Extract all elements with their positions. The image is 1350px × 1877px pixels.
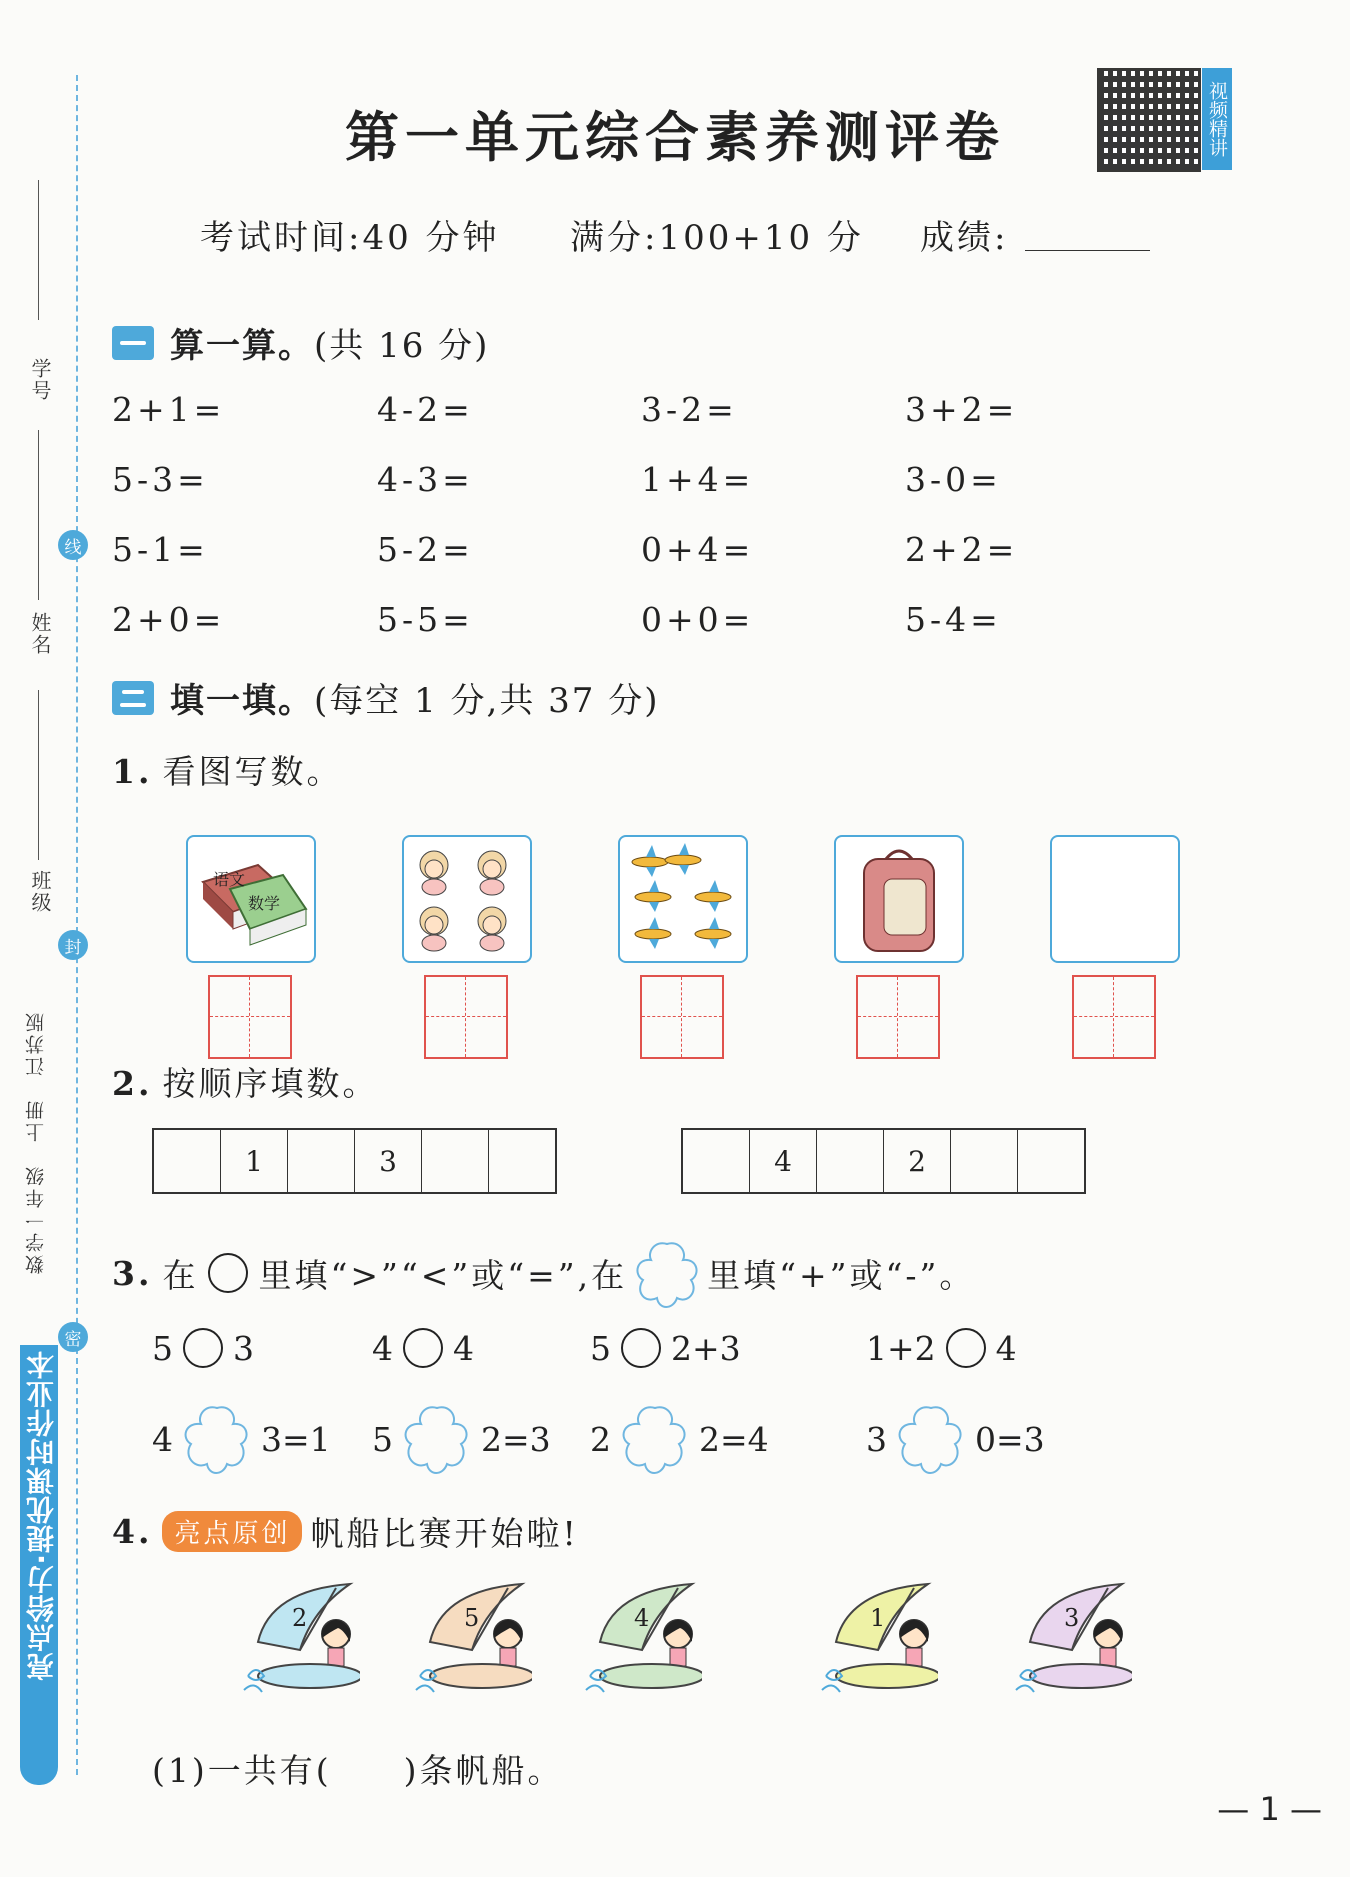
section1-badge (112, 326, 154, 360)
picture-girls (402, 835, 532, 963)
calc-problem[interactable]: 1+4= (641, 460, 755, 499)
score-blank[interactable] (1025, 250, 1150, 251)
compare-right: 4 (995, 1328, 1017, 1368)
compare-problem (372, 1328, 474, 1368)
books-icon (188, 837, 314, 961)
sequence-row-1 (152, 1128, 557, 1194)
calc-problem[interactable]: 3-0= (905, 460, 1002, 499)
sequence-cell[interactable] (489, 1130, 555, 1192)
sailboat-icon (1012, 1580, 1132, 1710)
seal-tag: 封 (58, 930, 88, 960)
operator-left: 5 (372, 1419, 393, 1459)
line-tag: 线 (58, 530, 88, 560)
sequence-cell[interactable] (422, 1130, 489, 1192)
calc-problem[interactable]: 5-5= (377, 600, 474, 639)
picture-empty (1050, 835, 1180, 963)
flower-blank-icon[interactable] (617, 1402, 693, 1476)
compare-left: 5 (590, 1328, 611, 1368)
calc-problem[interactable]: 3-2= (641, 390, 738, 429)
boat-number: 2 (292, 1604, 308, 1632)
section1-heading: 算一算。 (共 16 分) (112, 318, 489, 367)
answer-grid-5[interactable] (1072, 975, 1156, 1059)
sequence-cell[interactable] (1018, 1130, 1084, 1192)
operator-problem (372, 1402, 551, 1476)
compare-right: 3 (233, 1328, 254, 1368)
compare-problem (866, 1328, 1017, 1368)
picture-backpack (834, 835, 964, 963)
boat-number: 4 (634, 1604, 650, 1632)
binding-line (76, 75, 78, 1775)
publication-info: 数学一年级 上册 江苏版 (25, 1010, 47, 1274)
compare-circle[interactable] (403, 1328, 443, 1368)
sequence-cell[interactable] (951, 1130, 1018, 1192)
calc-problem[interactable]: 5-4= (905, 600, 1002, 639)
calc-problem[interactable]: 2+2= (905, 530, 1019, 569)
calc-problem[interactable]: 2+1= (112, 390, 226, 429)
calc-problem[interactable]: 4-3= (377, 460, 474, 499)
answer-grid-3[interactable] (640, 975, 724, 1059)
operator-left: 4 (152, 1419, 173, 1459)
sequence-cell[interactable]: 1 (221, 1130, 288, 1192)
compare-left: 4 (372, 1328, 393, 1368)
calc-problem[interactable]: 5-3= (112, 460, 209, 499)
sequence-cell[interactable]: 3 (355, 1130, 422, 1192)
compare-right: 2+3 (671, 1328, 741, 1368)
exam-time: 考试时间:40 分钟 (200, 218, 500, 258)
question2: 2. 按顺序填数。 (112, 1064, 379, 1103)
answer-grid-1[interactable] (208, 975, 292, 1059)
sequence-cell[interactable]: 2 (884, 1130, 951, 1192)
brand-text: 亮点给力·提优课时作业本 (25, 1350, 58, 1681)
question4: 4. 亮点原创 帆船比赛开始啦! (112, 1512, 579, 1553)
picture-books (186, 835, 316, 963)
operator-left: 2 (590, 1419, 611, 1459)
sequence-cell[interactable] (683, 1130, 750, 1192)
compare-circle[interactable] (946, 1328, 986, 1368)
compare-left: 1+2 (866, 1328, 936, 1368)
compare-circle[interactable] (183, 1328, 223, 1368)
video-explain-tag: 视频精讲 (1202, 68, 1232, 170)
calc-problem[interactable]: 0+4= (641, 530, 755, 569)
name-blank[interactable] (38, 430, 39, 600)
page-title: 第一单元综合素养测评卷 (345, 105, 1005, 169)
full-score: 满分:100+10 分 (570, 218, 864, 258)
name-label: 姓名 (28, 612, 52, 656)
girls-icon (404, 837, 530, 961)
calc-problem[interactable]: 3+2= (905, 390, 1019, 429)
student-id-label: 学号 (28, 358, 52, 402)
picture-airplanes (618, 835, 748, 963)
answer-grid-4[interactable] (856, 975, 940, 1059)
flower-symbol-icon (631, 1238, 703, 1308)
airplanes-icon (620, 837, 746, 961)
class-blank[interactable] (38, 690, 39, 860)
sequence-row-2 (681, 1128, 1086, 1194)
section2-heading: 填一填。 (每空 1 分,共 37 分) (112, 673, 659, 722)
svg-text:语文: 语文 (213, 870, 246, 889)
score-label: 成绩: (920, 218, 1009, 258)
student-id-blank[interactable] (38, 180, 39, 320)
sequence-cell[interactable] (288, 1130, 355, 1192)
calc-problem[interactable]: 5-1= (112, 530, 209, 569)
sailboat-icon (818, 1580, 938, 1710)
calc-problem[interactable]: 4-2= (377, 390, 474, 429)
calc-problem[interactable]: 2+0= (112, 600, 226, 639)
backpack-icon (836, 837, 962, 961)
sailboat-icon (412, 1580, 532, 1710)
flower-blank-icon[interactable] (179, 1402, 255, 1476)
compare-circle[interactable] (621, 1328, 661, 1368)
compare-right: 4 (453, 1328, 474, 1368)
calc-problem[interactable]: 0+0= (641, 600, 755, 639)
question4-sub1: (1)一共有( )条帆船。 (152, 1751, 564, 1790)
operator-right: 2=3 (481, 1419, 551, 1459)
compare-left: 5 (152, 1328, 173, 1368)
sailboat-icon (240, 1580, 360, 1710)
qr-code-icon[interactable] (1097, 68, 1201, 172)
page-number: — 1 — (1217, 1790, 1322, 1828)
operator-problem (152, 1402, 331, 1476)
operator-right: 0=3 (975, 1419, 1045, 1459)
sequence-cell[interactable] (154, 1130, 221, 1192)
operator-problem (590, 1402, 769, 1476)
sailboat-icon (582, 1580, 702, 1710)
boat-number: 5 (464, 1604, 480, 1632)
boat-number: 3 (1064, 1604, 1080, 1632)
circle-symbol-icon (208, 1253, 248, 1293)
calc-problem[interactable]: 5-2= (377, 530, 474, 569)
original-badge: 亮点原创 (162, 1511, 302, 1552)
operator-right: 3=1 (261, 1419, 331, 1459)
flower-blank-icon[interactable] (399, 1402, 475, 1476)
boat-number: 1 (870, 1604, 886, 1632)
operator-left: 3 (866, 1419, 887, 1459)
question3: 3. 在 里填“>”“<”或“=”,在 里填“+”或“-”。 (112, 1238, 975, 1308)
answer-grid-2[interactable] (424, 975, 508, 1059)
class-label: 班级 (28, 870, 52, 914)
svg-text:数学: 数学 (248, 894, 281, 913)
operator-problem (866, 1402, 1045, 1476)
question1: 1. 看图写数。 (112, 752, 343, 791)
dense-tag: 密 (58, 1322, 88, 1352)
operator-right: 2=4 (699, 1419, 769, 1459)
sequence-cell[interactable]: 4 (750, 1130, 817, 1192)
section2-badge (112, 681, 154, 715)
sequence-cell[interactable] (817, 1130, 884, 1192)
flower-blank-icon[interactable] (893, 1402, 969, 1476)
compare-problem (152, 1328, 254, 1368)
compare-problem (590, 1328, 741, 1368)
